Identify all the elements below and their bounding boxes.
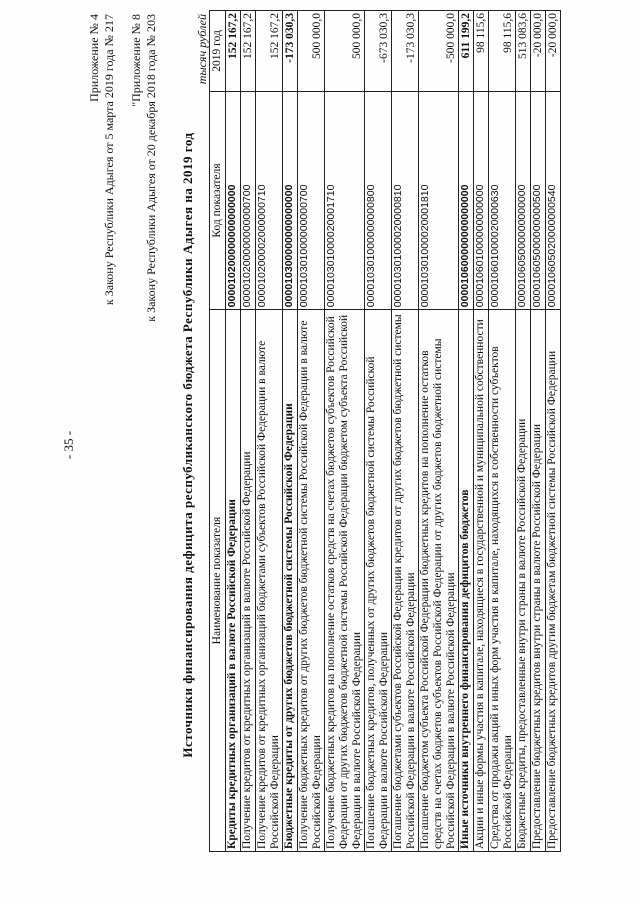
row-name: Получение бюджетных кредитов на пополнение остатков средств на счетах бюджетов субъектов Российской Федерации от других бюджетов бюджетной системы Российской Федерации бюджетом субъекта Российской Федерации в валюте Российской Федерации xyxy=(325,310,365,852)
table-row xyxy=(489,11,516,852)
row-value: 611 199,2 xyxy=(459,11,474,92)
table-row xyxy=(474,11,489,852)
row-value: 152 167,2 xyxy=(226,11,241,92)
row-value: -173 030,3 xyxy=(283,11,298,92)
appendix-header-1 xyxy=(87,14,117,305)
row-name: Предоставление бюджетных кредитов другим бюджетам бюджетной системы Российской Федерации xyxy=(546,310,561,852)
row-code: 000010301000000000800 xyxy=(365,91,392,309)
row-code: 000010301000000000700 xyxy=(298,91,325,309)
table-row xyxy=(325,11,365,852)
table-row xyxy=(365,11,392,852)
row-name: Получение кредитов от кредитных организаций бюджетами субъектов Российской Федерации в валюте Российской Федерации xyxy=(256,310,283,852)
appendix-1-law-ref: к Закону Республики Адыгея от 5 марта 2019 года № 217 xyxy=(102,14,116,306)
table-body xyxy=(226,11,561,852)
row-name: Погашение бюджетом субъекта Российской Федерации бюджетных кредитов на пополнение остатков средств на счетах бюджетов субъектов Российской Федерации от других бюджетов бюджетной системы Российской Федерации в валюте Российской Федерации xyxy=(419,310,459,852)
row-value: -673 030,3 xyxy=(365,11,392,92)
table-row xyxy=(459,11,474,852)
row-code: 000010301000020001810 xyxy=(419,91,459,309)
table-row xyxy=(226,11,241,852)
appendix-header-2 xyxy=(129,14,159,322)
page-number: - 35 - xyxy=(61,430,76,460)
row-name: Средства от продажи акций и иных форм участия в капитале, находящихся в собственности субъектов Российской Федерации xyxy=(489,310,516,852)
row-value: -173 030,3 xyxy=(392,11,419,92)
table-row xyxy=(546,11,561,852)
table-row xyxy=(298,11,325,852)
document-title: Источники финансирования дефицита республиканского бюджета Республики Адыгея на 2019 год xyxy=(180,132,195,758)
appendix-1-title: Приложение № 4 xyxy=(87,14,101,102)
row-code: 000010600000000000000 xyxy=(459,91,474,309)
row-value: 152 167,2 xyxy=(241,11,256,92)
row-value: -20 000,0 xyxy=(546,11,561,92)
rotated-content xyxy=(45,10,605,880)
row-value: -20 000,0 xyxy=(531,11,546,92)
row-name: Погашение бюджетами субъектов Российской Федерации кредитов от других бюджетов бюджетной системы Российской Федерации в валюте Российской Федерации xyxy=(392,310,419,852)
table-row xyxy=(531,11,546,852)
row-value: 98 115,6 xyxy=(474,11,489,92)
row-value: 500 000,0 xyxy=(298,11,325,92)
header-year: 2019 год xyxy=(210,11,226,92)
table-row xyxy=(419,11,459,852)
table-header-row xyxy=(210,11,226,852)
row-value: -500 000,0 xyxy=(419,11,459,92)
row-code: 000010605000000000000 xyxy=(516,91,531,309)
row-code: 000010601000000000000 xyxy=(474,91,489,309)
row-name: Получение бюджетных кредитов от других бюджетов бюджетной системы Российской Федерации в валюте Российской Федерации xyxy=(298,310,325,852)
row-code: 000010300000000000000 xyxy=(283,91,298,309)
header-code: Код показателя xyxy=(210,91,226,309)
row-value: 152 167,2 xyxy=(256,11,283,92)
row-code: 000010301000020001710 xyxy=(325,91,365,309)
table-row xyxy=(516,11,531,852)
header-name: Наименование показателя xyxy=(210,310,226,852)
row-code: 000010301000020000810 xyxy=(392,91,419,309)
row-name: Акции и иные формы участия в капитале, находящиеся в государственной и муниципальной собственности xyxy=(474,310,489,852)
row-value: 500 000,0 xyxy=(325,11,365,92)
row-code: 000010605020000000540 xyxy=(546,91,561,309)
appendix-2-law-ref: к Закону Республики Адыгея от 20 декабря 2018 года № 203 xyxy=(144,14,158,322)
table-row xyxy=(392,11,419,852)
row-code: 000010605000000000500 xyxy=(531,91,546,309)
row-code: 000010200000000000700 xyxy=(241,91,256,309)
row-name: Получение кредитов от кредитных организаций в валюте Российской Федерации xyxy=(241,310,256,852)
row-code: 000010601000020000630 xyxy=(489,91,516,309)
row-name: Погашение бюджетных кредитов, полученных от других бюджетов бюджетной системы Российской Федерации в валюте Российской Федерации xyxy=(365,310,392,852)
row-value: 98 115,6 xyxy=(489,11,516,92)
table-row xyxy=(241,11,256,852)
table-row xyxy=(283,11,298,852)
row-name: Иные источники внутреннего финансирования дефицитов бюджетов xyxy=(459,310,474,852)
unit-label: тысяч рублей xyxy=(195,14,209,85)
row-name: Предоставление бюджетных кредитов внутри страны в валюте Российской Федерации xyxy=(531,310,546,852)
financing-sources-table xyxy=(209,10,561,852)
row-code: 000010200000000000000 xyxy=(226,91,241,309)
table-row xyxy=(256,11,283,852)
row-code: 000010200002000000710 xyxy=(256,91,283,309)
row-name: Кредиты кредитных организаций в валюте Российской Федерации xyxy=(226,310,241,852)
appendix-2-title: "Приложение № 8 xyxy=(129,14,143,107)
row-value: 513 083,6 xyxy=(516,11,531,92)
row-name: Бюджетные кредиты, предоставленные внутри страны в валюте Российской Федерации xyxy=(516,310,531,852)
row-name: Бюджетные кредиты от других бюджетов бюджетной системы Российской Федерации xyxy=(283,310,298,852)
